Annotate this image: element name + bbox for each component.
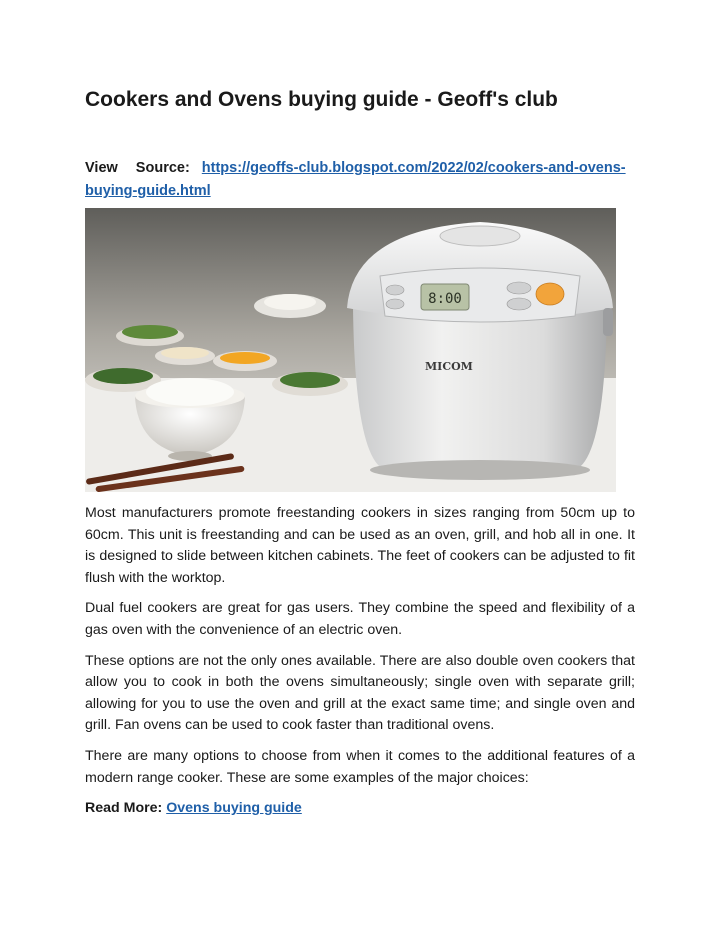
display-readout: 8:00 (428, 291, 462, 307)
rice-cooker-photo (85, 208, 616, 492)
source-link[interactable]: https://geoffs-club.blogspot.com/2022/02/cookers-and-ovens-buying-guide.html (85, 160, 626, 199)
source-line (85, 157, 635, 203)
paragraph-2: Dual fuel cookers are great for gas users. They combine the speed and flexibility of a gas oven with the convenience of an electric oven. (85, 600, 635, 638)
page-title: Cookers and Ovens buying guide - Geoff's club (85, 88, 558, 111)
source-label: View Source: (85, 160, 190, 176)
read-more-link[interactable]: Ovens buying guide (166, 800, 302, 817)
article-body (85, 503, 635, 829)
paragraph-1: Most manufacturers promote freestanding cookers in sizes ranging from 50cm up to 60cm. This unit is freestanding and can be used as an oven, grill, and hob all in one. It is designed to slide between kitchen cabinets. The feet of cookers can be adjusted to fit flush with the worktop. (85, 505, 635, 586)
read-more-label: Read More: (85, 800, 163, 817)
paragraph-4: There are many options to choose from when it comes to the additional features of a modern range cooker. These are some examples of the major choices: (85, 747, 635, 786)
brand-label: MICOM (425, 360, 473, 373)
read-more-line (85, 798, 635, 820)
paragraph-3: These options are not the only ones available. There are also double oven cookers that allow you to cook in both the ovens simultaneously; single oven with separate grill; allowing for you to use the oven and grill at the exact same time; and single oven and grill. Fan ovens can be used to cook faster than traditional ovens. (85, 652, 635, 734)
